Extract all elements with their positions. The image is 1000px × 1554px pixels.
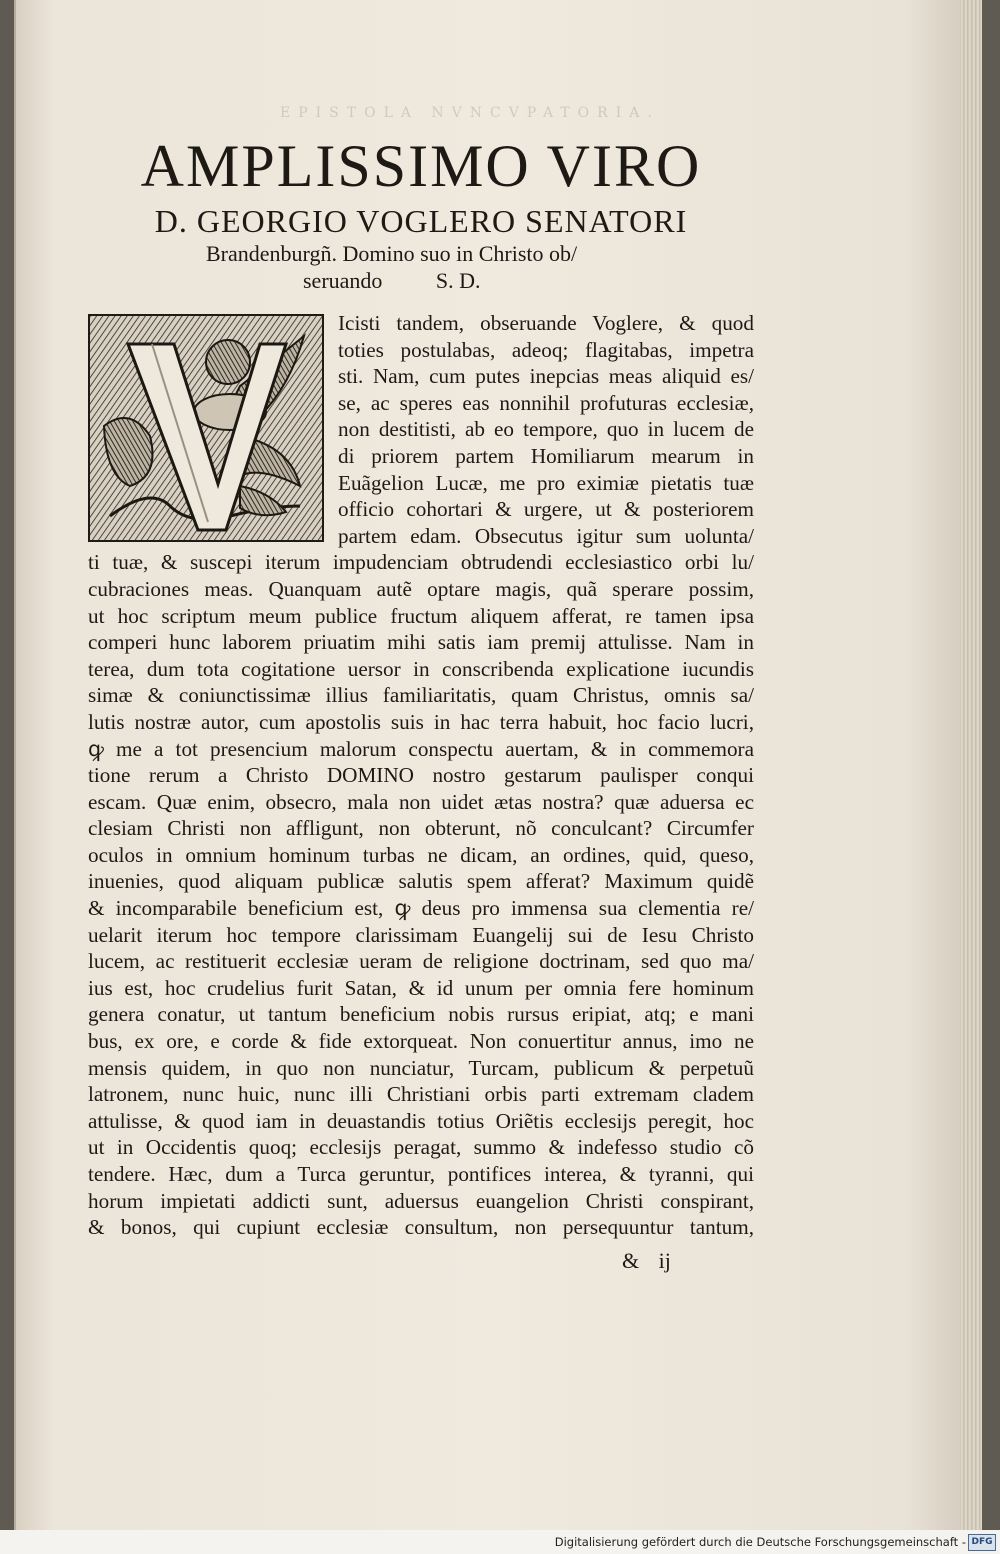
text-line: comperi hunc laborem priuatim mihi satis iam premij attulisse. Nam in [88,630,754,655]
heading-line-3: Brandenburgñ. Domino suo in Christo ob/ [206,241,578,266]
text-line: clesiam Christi non affligunt, non obterunt, nõ conculcant? Circumfer [88,816,754,841]
text-line: oculos in omnium hominum turbas ne dicam, an ordines, quid, queso, [88,842,754,867]
heading-line-4-text: seruando [303,268,383,293]
text-line: mensis quidem, in quo non nunciatur, Turcam, publicum & perpetuũ [88,1055,754,1080]
salutation-sd: S. D. [435,268,481,293]
text-line: attulisse, & quod iam in deuastandis totius Oriẽtis ecclesijs peregit, hoc [88,1108,754,1133]
text-line: uelarit iterum hoc tempore clarissimam Euangelij sui de Iesu Christo [88,922,754,947]
text-line: latronem, nunc huic, nunc illi Christiani orbis parti extremam cladem [88,1082,754,1107]
footer-bar [0,1530,1000,1554]
text-line: escam. Quæ enim, obsecro, mala non uidet ætas nostra? quæ aduersa ec [88,789,754,814]
text-line: non destitisti, ab eo tempore, quo in lucem de [338,417,754,442]
dfg-logo-icon: DFG [968,1534,996,1551]
funding-credit: Digitalisierung gefördert durch die Deutsche Forschungsgemeinschaft - [554,1535,966,1549]
heading-line-4 [303,267,754,294]
text-line: simæ & coniunctissimæ illius familiaritatis, quam Christus, omnis sa/ [88,683,754,708]
text-line: bus, ex ore, e corde & fide extorqueat. Non conuertitur annus, imo ne [88,1029,754,1054]
text-line: Euãgelion Lucæ, me pro eximiæ pietatis tuæ [338,470,754,495]
page-text [88,130,754,1241]
text-line: toties postulabas, adeoq; flagitabas, impetra [338,337,754,362]
text-line: tendere. Hæc, dum a Turca geruntur, pontifices interea, & tyranni, qui [88,1162,754,1186]
text-line: lutis nostræ autor, cum apostolis suis in hac terra habuit, hoc facio lucri, [88,709,754,734]
text-line: cubraciones meas. Quanquam autẽ optare magis, quã sperare possim, [88,576,754,601]
woodcut-initial-icon [90,316,322,540]
text-line: officio cohortari & urgere, ut & posteriorem [338,497,754,522]
text-line: di priorem partem Homiliarum mearum in [338,443,754,468]
text-line: ut in Occidentis quoq; ecclesijs peragat, summo & indefesso studio cõ [88,1135,754,1160]
heading-line-2: D. GEORGIO VOGLERO SENATORI [154,203,688,239]
text-line: ut hoc scriptum meum publice fructum aliquem afferat, re tamen ipsa [88,603,754,628]
heading-line-1: AMPLISSIMO VIRO [140,133,702,199]
text-line: & incomparabile beneficium est, ꝙ deus pro immensa sua clementia re/ [88,896,754,921]
text-line: horum impietati addicti sunt, aduersus euangelion Christi conspirant, [88,1188,754,1213]
text-line: Icisti tandem, obseruande Voglere, & quod [338,311,754,335]
text-line: partem edam. Obsecutus igitur sum uolunta/ [338,523,754,548]
text-line: terea, dum tota cogitatione uersor in conscribenda explicatione iucundis [88,656,754,681]
letter-body [88,310,754,1241]
text-line: & bonos, qui cupiunt ecclesiæ consultum, non persequuntur tantum, [88,1215,754,1240]
text-line: se, ac speres eas nonnihil profuturas ecclesiæ, [338,390,754,415]
running-head-bleedthrough: EPISTOLA NVNCVPATORIA. [280,105,660,121]
decorated-initial-v [88,314,324,542]
text-line: ꝙ me a tot presencium malorum conspectu auertam, & in commemora [88,736,754,761]
text-line: ti tuæ, & suscepi iterum impudenciam obtrudendi ecclesiastico orbi lu/ [88,550,754,575]
text-line: ius est, hoc crudelius furit Satan, & id unum per omnia fere hominum [88,975,754,1000]
text-line: tione rerum a Christo DOMINO nostro gestarum paulisper conqui [88,763,754,788]
page-edge [960,0,982,1530]
catchword: & ij [622,1248,671,1273]
text-line: sti. Nam, cum putes inepcias meas aliquid es/ [338,364,754,389]
text-line: lucem, ac restituerit ecclesiæ ueram de religione doctrinam, sed quo ma/ [88,949,754,974]
text-line: genera conatur, ut tantum beneficium nobis rursus eripiat, atq; e mani [88,1002,754,1027]
text-line: inuenies, quod aliquam publicæ salutis spem afferat? Maximum quidẽ [88,869,754,894]
